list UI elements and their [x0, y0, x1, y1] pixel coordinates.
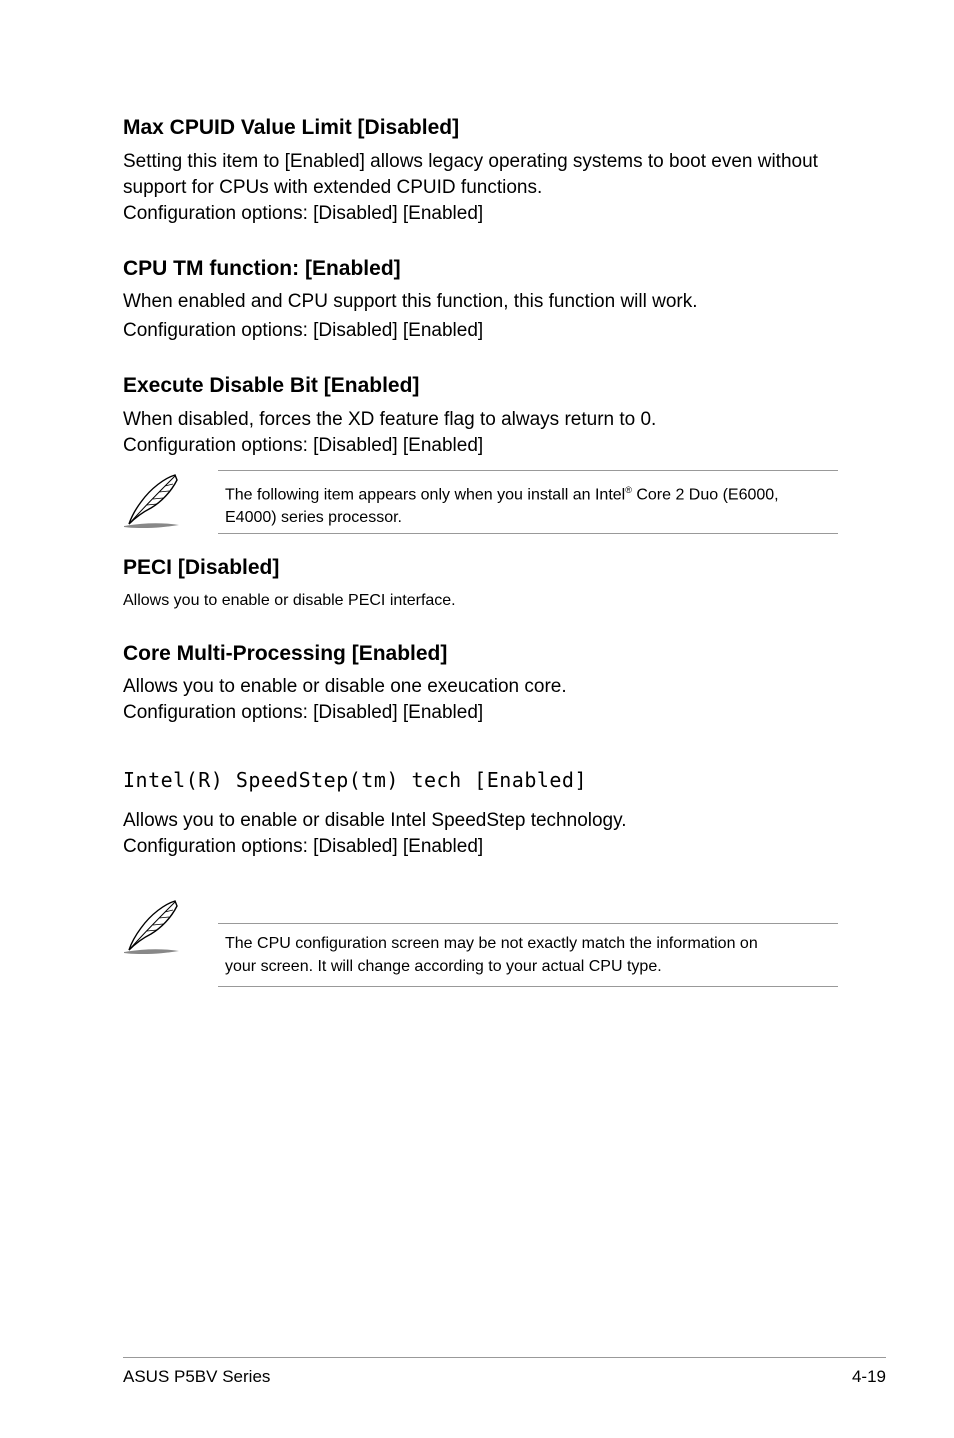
note-box — [218, 923, 838, 987]
section-heading-core-multi-processing: Core Multi-Processing [Enabled] — [123, 642, 448, 665]
config-options: Configuration options: [Disabled] [Enabled] — [123, 702, 484, 723]
config-options: Configuration options: [Disabled] [Enabled] — [123, 320, 484, 341]
section-text: Allows you to enable or disable Intel SpeedStep technology. — [123, 810, 627, 831]
section-text: support for CPUs with extended CPUID functions. — [123, 177, 543, 198]
footer-divider — [123, 1357, 886, 1358]
section-text: Allows you to enable or disable one exeucation core. — [123, 676, 567, 697]
config-options: Configuration options: [Disabled] [Enabled] — [123, 836, 484, 857]
section-heading-cpu-tm: CPU TM function: [Enabled] — [123, 257, 401, 280]
note-box — [218, 470, 838, 534]
section-heading-max-cpuid: Max CPUID Value Limit [Disabled] — [123, 116, 460, 139]
section-heading-peci: PECI [Disabled] — [123, 556, 280, 579]
config-options: Configuration options: [Disabled] [Enabled] — [123, 435, 484, 456]
quill-note-icon — [121, 898, 181, 956]
note-text: The CPU configuration screen may be not exactly match the information on your screen. It will change according to your actual CPU type. — [225, 935, 758, 975]
section-heading-execute-disable: Execute Disable Bit [Enabled] — [123, 374, 420, 397]
section-text: When disabled, forces the XD feature flag to always return to 0. — [123, 409, 657, 430]
section-text: Allows you to enable or disable PECI interface. — [123, 592, 456, 609]
footer-product-name: ASUS P5BV Series — [123, 1367, 271, 1386]
note-text: The following item appears only when you install an Intel® Core 2 Duo (E6000, E4000) series processor. — [225, 485, 779, 527]
config-options: Configuration options: [Disabled] [Enabled] — [123, 203, 484, 224]
quill-note-icon — [121, 472, 181, 530]
section-text: Setting this item to [Enabled] allows legacy operating systems to boot even without — [123, 151, 818, 172]
section-text: When enabled and CPU support this function, this function will work. — [123, 291, 698, 312]
section-heading-speedstep: Intel(R) SpeedStep(tm) tech [Enabled] — [123, 768, 588, 792]
footer-page-number: 4-19 — [851, 1367, 886, 1386]
